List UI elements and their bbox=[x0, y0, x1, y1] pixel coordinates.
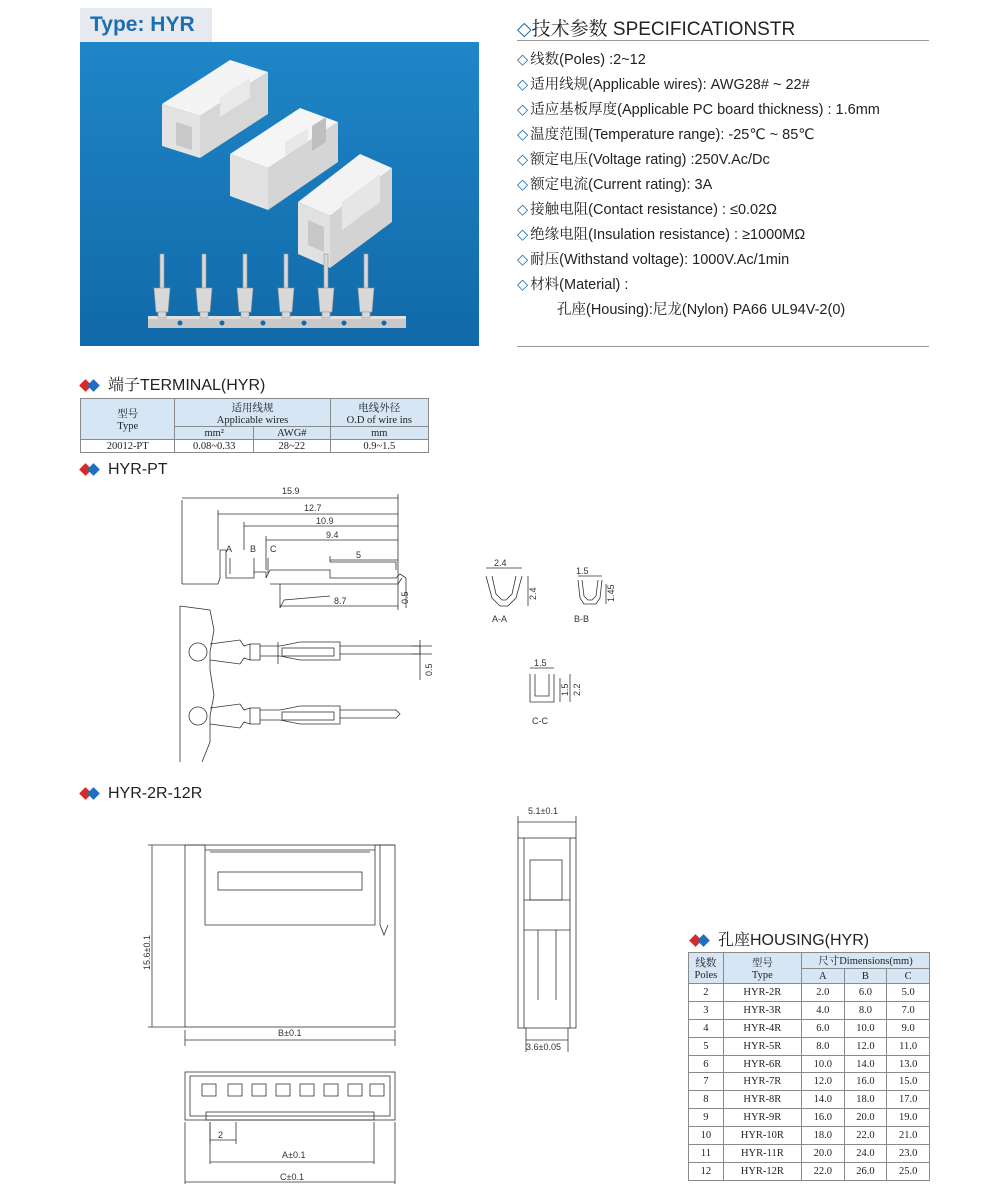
table-row bbox=[689, 1001, 930, 1019]
table-cell: 22.0 bbox=[801, 1162, 844, 1180]
dim-label: 12.7 bbox=[304, 503, 322, 513]
table-cell: 7 bbox=[689, 1073, 724, 1091]
th-type: 型号 Type bbox=[81, 399, 175, 440]
table-cell: 19.0 bbox=[887, 1109, 930, 1127]
cell-type: 20012-PT bbox=[81, 440, 175, 453]
table-cell: 26.0 bbox=[844, 1162, 887, 1180]
th-mm: mm bbox=[330, 427, 428, 440]
th-c: C bbox=[887, 969, 930, 984]
th-poles: 线数 Poles bbox=[689, 953, 724, 984]
spec-item: ◇ 适用线规(Applicable wires): AWG28# ~ 22# bbox=[517, 77, 810, 93]
table-cell: 2.0 bbox=[801, 984, 844, 1002]
table-cell: 7.0 bbox=[887, 1001, 930, 1019]
dim-label: 15.9 bbox=[282, 486, 300, 496]
dim-label: 8.7 bbox=[334, 596, 347, 606]
table-cell: 13.0 bbox=[887, 1055, 930, 1073]
table-cell: 6.0 bbox=[801, 1019, 844, 1037]
spec-item: ◇ 接触电阻(Contact resistance) : ≤0.02Ω bbox=[517, 202, 778, 218]
table-cell: 22.0 bbox=[844, 1127, 887, 1145]
table-cell: HYR-5R bbox=[723, 1037, 801, 1055]
table-row bbox=[689, 1109, 930, 1127]
table-cell: 2 bbox=[689, 984, 724, 1002]
product-photo bbox=[80, 42, 479, 346]
table-cell: 9 bbox=[689, 1109, 724, 1127]
type-tag: Type: HYR bbox=[80, 8, 212, 42]
table-cell: 10 bbox=[689, 1127, 724, 1145]
dim-label: B±0.1 bbox=[278, 1028, 302, 1038]
spec-item: ◇ 额定电流(Current rating): 3A bbox=[517, 177, 713, 193]
table-cell: 3 bbox=[689, 1001, 724, 1019]
dim-label: 2.4 bbox=[528, 587, 538, 600]
table-cell: HYR-9R bbox=[723, 1109, 801, 1127]
table-cell: 20.0 bbox=[801, 1145, 844, 1163]
table-cell: HYR-12R bbox=[723, 1162, 801, 1180]
table-cell: 21.0 bbox=[887, 1127, 930, 1145]
dim-label: 2.4 bbox=[494, 558, 507, 568]
dim-label: 1.5 bbox=[560, 683, 570, 696]
dim-label: 1.5 bbox=[534, 658, 547, 668]
th-mm2: mm² bbox=[175, 427, 254, 440]
dim-label: 0.5 bbox=[424, 663, 434, 676]
spec-title-rule bbox=[517, 40, 929, 41]
dim-label: 5 bbox=[356, 550, 362, 560]
diamond-marker-icon bbox=[690, 935, 712, 947]
spec-title: ◇技术参数 SPECIFICATIONSTR bbox=[517, 19, 796, 40]
table-cell: HYR-2R bbox=[723, 984, 801, 1002]
table-cell: HYR-3R bbox=[723, 1001, 801, 1019]
table-cell: 11 bbox=[689, 1145, 724, 1163]
table-cell: 24.0 bbox=[844, 1145, 887, 1163]
table-cell: 12.0 bbox=[801, 1073, 844, 1091]
table-row bbox=[689, 1145, 930, 1163]
spec-item: ◇ 线数(Poles) :2~12 bbox=[517, 52, 646, 68]
dim-label: 3.6±0.05 bbox=[526, 1042, 561, 1052]
terminal-table bbox=[80, 398, 429, 453]
section-label: A bbox=[226, 544, 233, 554]
housing-drawing-heading: HYR-2R-12R bbox=[80, 785, 202, 803]
dim-label: 0.5 bbox=[400, 591, 410, 604]
housing-table bbox=[688, 952, 930, 1181]
th-awg: AWG# bbox=[254, 427, 331, 440]
dim-label: 10.9 bbox=[316, 516, 334, 526]
spec-item: ◇ 额定电压(Voltage rating) :250V.Ac/Dc bbox=[517, 152, 770, 168]
spec-item: ◇ 温度范围(Temperature range): -25℃ ~ 85℃ bbox=[517, 127, 815, 143]
table-cell: 11.0 bbox=[887, 1037, 930, 1055]
dim-label: C±0.1 bbox=[280, 1172, 304, 1182]
table-cell: 18.0 bbox=[844, 1091, 887, 1109]
table-cell: 10.0 bbox=[844, 1019, 887, 1037]
th-od: 电线外径 O.D of wire ins bbox=[330, 399, 428, 427]
table-cell: 16.0 bbox=[844, 1073, 887, 1091]
th-housing-type: 型号 Type bbox=[723, 953, 801, 984]
table-cell: HYR-7R bbox=[723, 1073, 801, 1091]
dim-label: 1.45 bbox=[606, 584, 616, 602]
section-view-label: B-B bbox=[574, 614, 590, 624]
table-row bbox=[689, 1037, 930, 1055]
spec-item: ◇ 绝缘电阻(Insulation resistance) : ≥1000MΩ bbox=[517, 227, 806, 243]
pt-heading: HYR-PT bbox=[80, 461, 168, 479]
section-view-label: A-A bbox=[492, 614, 508, 624]
table-cell: 8 bbox=[689, 1091, 724, 1109]
table-cell: 8.0 bbox=[844, 1001, 887, 1019]
dim-label: 9.4 bbox=[326, 530, 339, 540]
th-dimensions: 尺寸Dimensions(mm) bbox=[801, 953, 929, 969]
table-cell: 25.0 bbox=[887, 1162, 930, 1180]
table-cell: 23.0 bbox=[887, 1145, 930, 1163]
table-cell: 12.0 bbox=[844, 1037, 887, 1055]
table-cell: 14.0 bbox=[801, 1091, 844, 1109]
table-row bbox=[689, 1055, 930, 1073]
table-row bbox=[689, 984, 930, 1002]
dim-label: 1.5 bbox=[576, 566, 589, 576]
th-a: A bbox=[801, 969, 844, 984]
table-cell: 8.0 bbox=[801, 1037, 844, 1055]
table-cell: 10.0 bbox=[801, 1055, 844, 1073]
table-row bbox=[689, 1091, 930, 1109]
th-b: B bbox=[844, 969, 887, 984]
table-row bbox=[689, 1019, 930, 1037]
table-row bbox=[689, 1127, 930, 1145]
table-cell: HYR-8R bbox=[723, 1091, 801, 1109]
spec-item: ◇ 适应基板厚度(Applicable PC board thickness) : 1.6mm bbox=[517, 102, 880, 118]
cell-awg: 28~22 bbox=[254, 440, 331, 453]
table-cell: 9.0 bbox=[887, 1019, 930, 1037]
terminal-reel-photo bbox=[148, 254, 406, 328]
table-cell: 17.0 bbox=[887, 1091, 930, 1109]
table-cell: 5 bbox=[689, 1037, 724, 1055]
table-row bbox=[689, 1162, 930, 1180]
table-cell: 4 bbox=[689, 1019, 724, 1037]
table-cell: 12 bbox=[689, 1162, 724, 1180]
table-cell: 18.0 bbox=[801, 1127, 844, 1145]
diamond-marker-icon bbox=[80, 464, 102, 476]
table-cell: 6.0 bbox=[844, 984, 887, 1002]
housing-drawing bbox=[140, 800, 610, 1190]
diamond-marker-icon bbox=[80, 788, 102, 800]
spec-list bbox=[517, 50, 937, 325]
table-cell: 5.0 bbox=[887, 984, 930, 1002]
spec-housing-material: 孔座(Housing):尼龙(Nylon) PA66 UL94V-2(0) bbox=[557, 302, 846, 318]
section-label: C bbox=[270, 544, 277, 554]
table-cell: 4.0 bbox=[801, 1001, 844, 1019]
spec-item: ◇ 耐压(Withstand voltage): 1000V.Ac/1min bbox=[517, 252, 790, 268]
table-cell: 15.0 bbox=[887, 1073, 930, 1091]
spec-item: ◇ 材料(Material) : bbox=[517, 277, 629, 293]
table-cell: 20.0 bbox=[844, 1109, 887, 1127]
section-view-label: C-C bbox=[532, 716, 548, 726]
cell-mm2: 0.08~0.33 bbox=[175, 440, 254, 453]
th-wires: 适用线规 Applicable wires bbox=[175, 399, 330, 427]
table-cell: 16.0 bbox=[801, 1109, 844, 1127]
terminal-heading: 端子TERMINAL(HYR) bbox=[80, 372, 265, 395]
table-cell: HYR-10R bbox=[723, 1127, 801, 1145]
table-cell: 14.0 bbox=[844, 1055, 887, 1073]
dim-label: 5.1±0.1 bbox=[528, 806, 558, 816]
spec-bottom-rule bbox=[517, 346, 929, 347]
dim-label: 2 bbox=[218, 1130, 224, 1140]
table-cell: HYR-6R bbox=[723, 1055, 801, 1073]
table-row bbox=[689, 1073, 930, 1091]
section-label: B bbox=[250, 544, 257, 554]
table-cell: HYR-11R bbox=[723, 1145, 801, 1163]
dim-label: A±0.1 bbox=[282, 1150, 306, 1160]
pt-drawing bbox=[170, 480, 630, 770]
table-cell: 6 bbox=[689, 1055, 724, 1073]
diamond-marker-icon bbox=[80, 380, 102, 392]
housing-table-heading: 孔座HOUSING(HYR) bbox=[690, 927, 869, 950]
table-cell: HYR-4R bbox=[723, 1019, 801, 1037]
cell-od: 0.9~1.5 bbox=[330, 440, 428, 453]
dim-label: 2.2 bbox=[572, 683, 582, 696]
dim-label: 15.6±0.1 bbox=[142, 935, 152, 970]
